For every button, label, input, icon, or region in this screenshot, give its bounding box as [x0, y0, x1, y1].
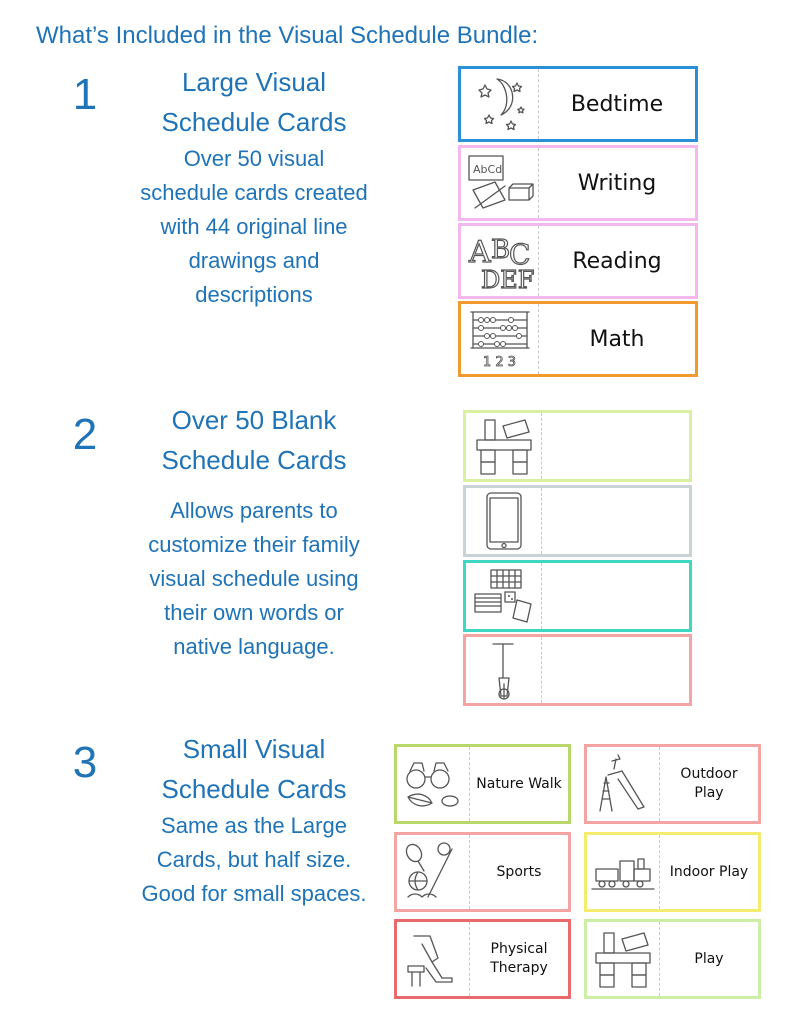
schedule-card-bedtime: [458, 66, 698, 142]
building-blocks-icon: [466, 413, 542, 479]
tablet-icon: [466, 488, 542, 554]
schedule-card-math: [458, 301, 698, 377]
section-3-heading: Small Visual Schedule Cards: [161, 734, 347, 804]
section-2-heading: Over 50 Blank Schedule Cards: [161, 405, 347, 475]
card-label: Indoor Play: [669, 863, 749, 880]
svg-text:AbCd: AbCd: [472, 163, 502, 176]
small-card-physical-therapy: [394, 919, 571, 999]
section-1-description: Over 50 visual schedule cards created with 44 original line drawings and descriptions: [140, 146, 368, 307]
schedule-card-reading: [458, 223, 698, 299]
schedule-card-writing: [458, 145, 698, 221]
card-label: Play: [694, 950, 724, 967]
small-card-sports: [394, 832, 571, 912]
binoculars-icon: [397, 747, 470, 821]
blank-card-blocks: [463, 410, 692, 482]
page-title: What’s Included in the Visual Schedule Bundle:: [36, 22, 539, 49]
card-label: Outdoor Play: [680, 766, 738, 801]
section-2-description: Allows parents to customize their family visual schedule using their own words or native language.: [148, 498, 360, 659]
leg-exercise-icon: [397, 922, 470, 996]
section-3-number: 3: [72, 738, 98, 787]
abc-letters-icon: [461, 226, 539, 296]
notebook-pencil-icon: [461, 148, 539, 218]
card-label: Writing: [577, 170, 657, 196]
small-card-play: [584, 919, 761, 999]
svg-text:DEF: DEF: [480, 266, 534, 294]
toy-train-icon: [587, 835, 660, 909]
section-3-description: Same as the Large Cards, but half size. Good for small spaces.: [141, 813, 367, 906]
blank-card-scooter: [463, 634, 692, 706]
card-label: Sports: [496, 863, 542, 880]
blank-card-board-game: [463, 560, 692, 632]
svg-text:1 2 3: 1 2 3: [482, 355, 516, 370]
card-label: Math: [589, 326, 645, 352]
svg-text:C: C: [508, 238, 530, 271]
slide-icon: [587, 747, 660, 821]
card-label: Physical Therapy: [490, 941, 548, 976]
card-label: Nature Walk: [476, 775, 562, 792]
scooter-icon: [466, 637, 542, 703]
section-1-heading: Large Visual Schedule Cards: [161, 67, 347, 137]
abacus-icon: [461, 304, 539, 374]
section-2-number: 2: [72, 410, 98, 459]
card-label: Bedtime: [570, 91, 664, 117]
moon-stars-icon: [461, 69, 539, 139]
small-card-nature-walk: [394, 744, 571, 824]
blank-card-tablet: [463, 485, 692, 557]
board-game-icon: [466, 563, 542, 629]
section-1-number: 1: [72, 70, 98, 119]
sports-gear-icon: [397, 835, 470, 909]
small-card-outdoor-play: [584, 744, 761, 824]
building-blocks-icon: [587, 922, 660, 996]
svg-text:A: A: [468, 235, 491, 270]
small-card-indoor-play: [584, 832, 761, 912]
card-label: Reading: [572, 248, 662, 274]
svg-text:B: B: [490, 235, 510, 265]
